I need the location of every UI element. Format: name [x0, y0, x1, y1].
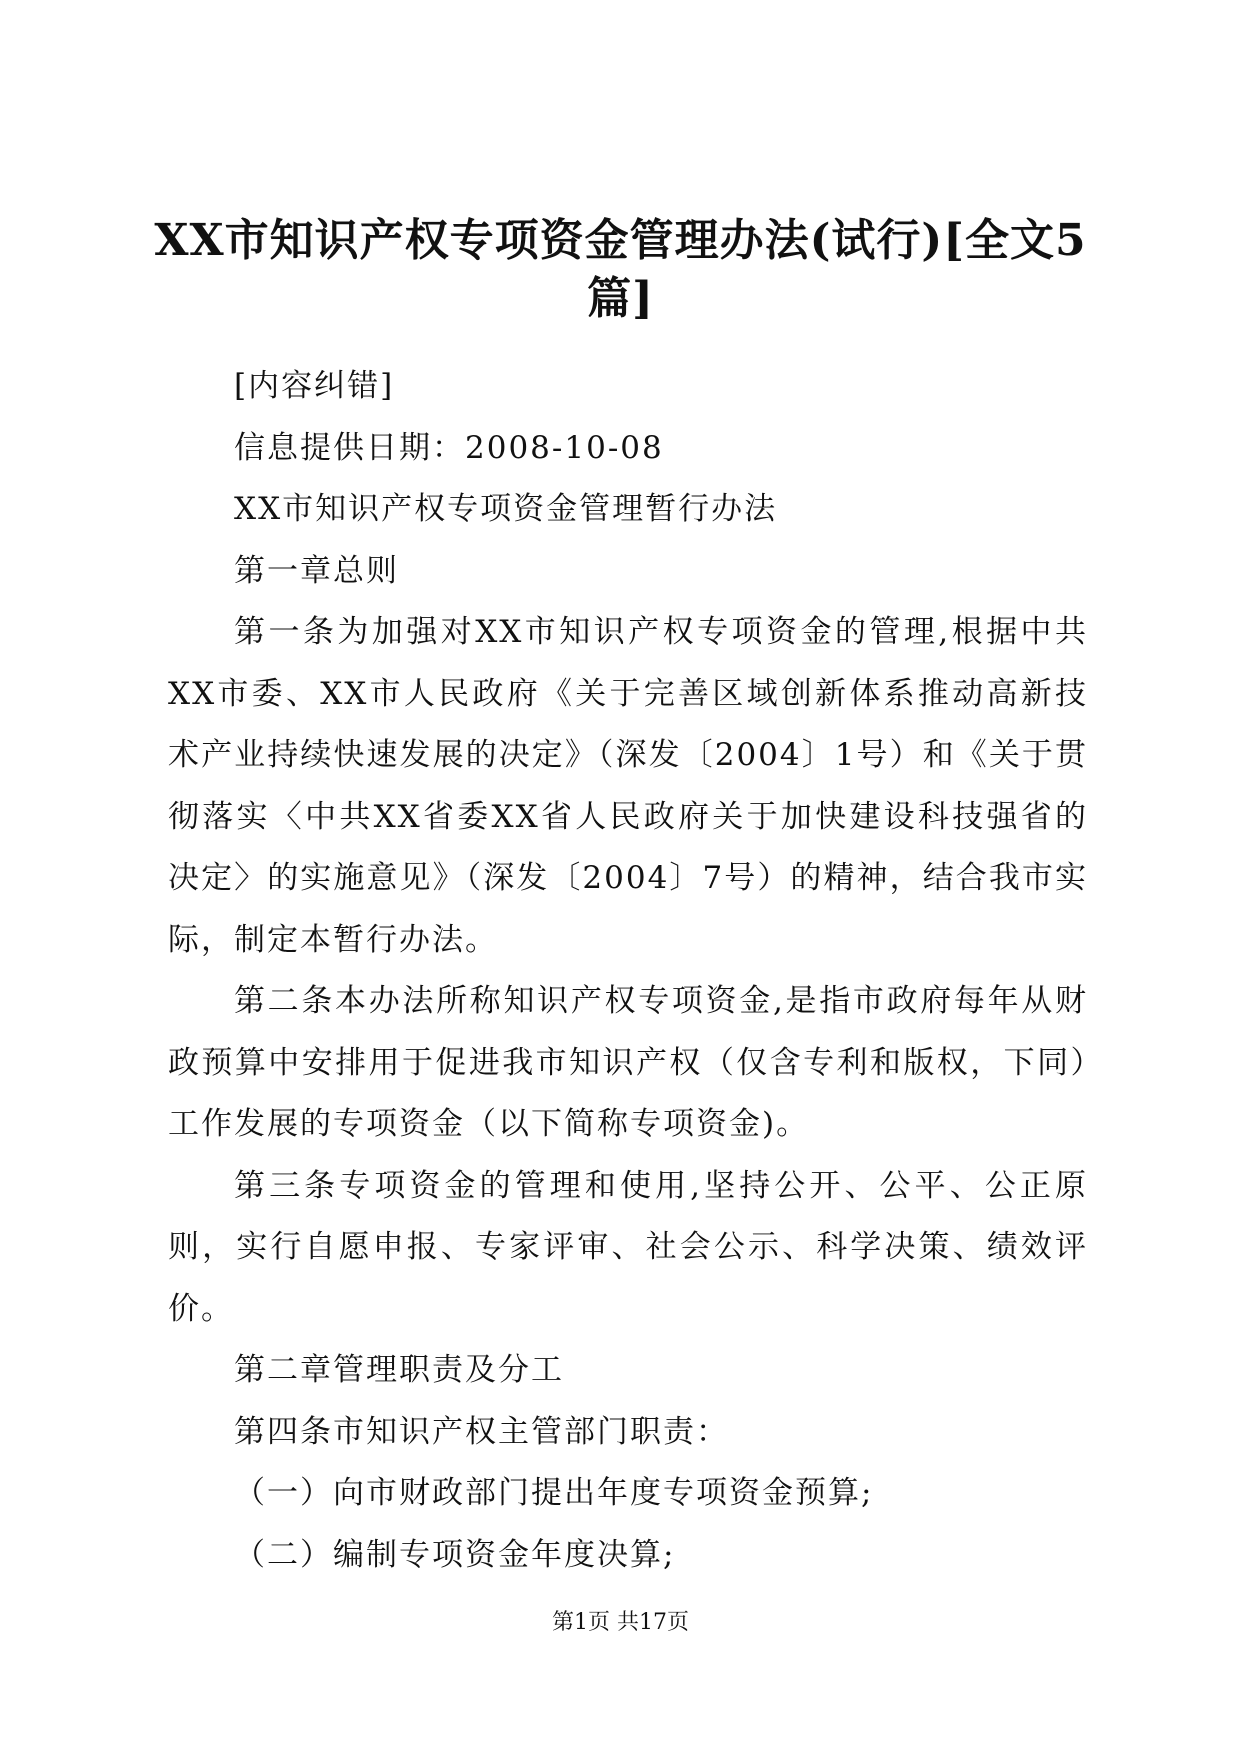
article-paragraph: 第三条专项资金的管理和使用,坚持公开、公平、公正原则，实行自愿申报、专家评审、社会公示、科学决策、绩效评价。 [168, 1167, 1088, 1327]
chapter-heading: 第一章总则 [234, 552, 399, 589]
list-item: （二）编制专项资金年度决算; [234, 1536, 676, 1573]
article-paragraph: 第四条市知识产权主管部门职责： [234, 1413, 729, 1450]
paragraph-subtitle: XX市知识产权专项资金管理暂行办法 [234, 491, 778, 527]
document-body [168, 356, 1088, 1586]
article-paragraph: 第二条本办法所称知识产权专项资金,是指市政府每年从财政预算中安排用于促进我市知识产权（仅含专利和版权，下同）工作发展的专项资金（以下简称专项资金)。 [168, 983, 1088, 1142]
page-number: 第1页 共17页 [552, 1610, 689, 1635]
chapter-heading: 第二章管理职责及分工 [234, 1352, 564, 1388]
paragraph-correction-link[interactable]: [内容纠错] [234, 368, 395, 404]
page-footer [0, 1608, 1241, 1638]
article-paragraph: 第一条为加强对XX市知识产权专项资金的管理,根据中共XX市委、XX市人民政府《关于完善区域创新体系推动高新技术产业持续快速发展的决定》（深发〔2004〕1号）和《关于贯彻落实〈中共XX省委XX省人民政府关于加快建设科技强省的决定〉的实施意见》（深发〔2004〕7号）的精神，结合我市实际，制定本暂行办法。 [168, 614, 1088, 958]
paragraph-info-date: 信息提供日期：2008-10-08 [234, 429, 664, 466]
list-item: （一）向市财政部门提出年度专项资金预算; [234, 1475, 874, 1511]
document-title: XX市知识产权专项资金管理办法(试行)[全文5篇] [154, 215, 1087, 324]
